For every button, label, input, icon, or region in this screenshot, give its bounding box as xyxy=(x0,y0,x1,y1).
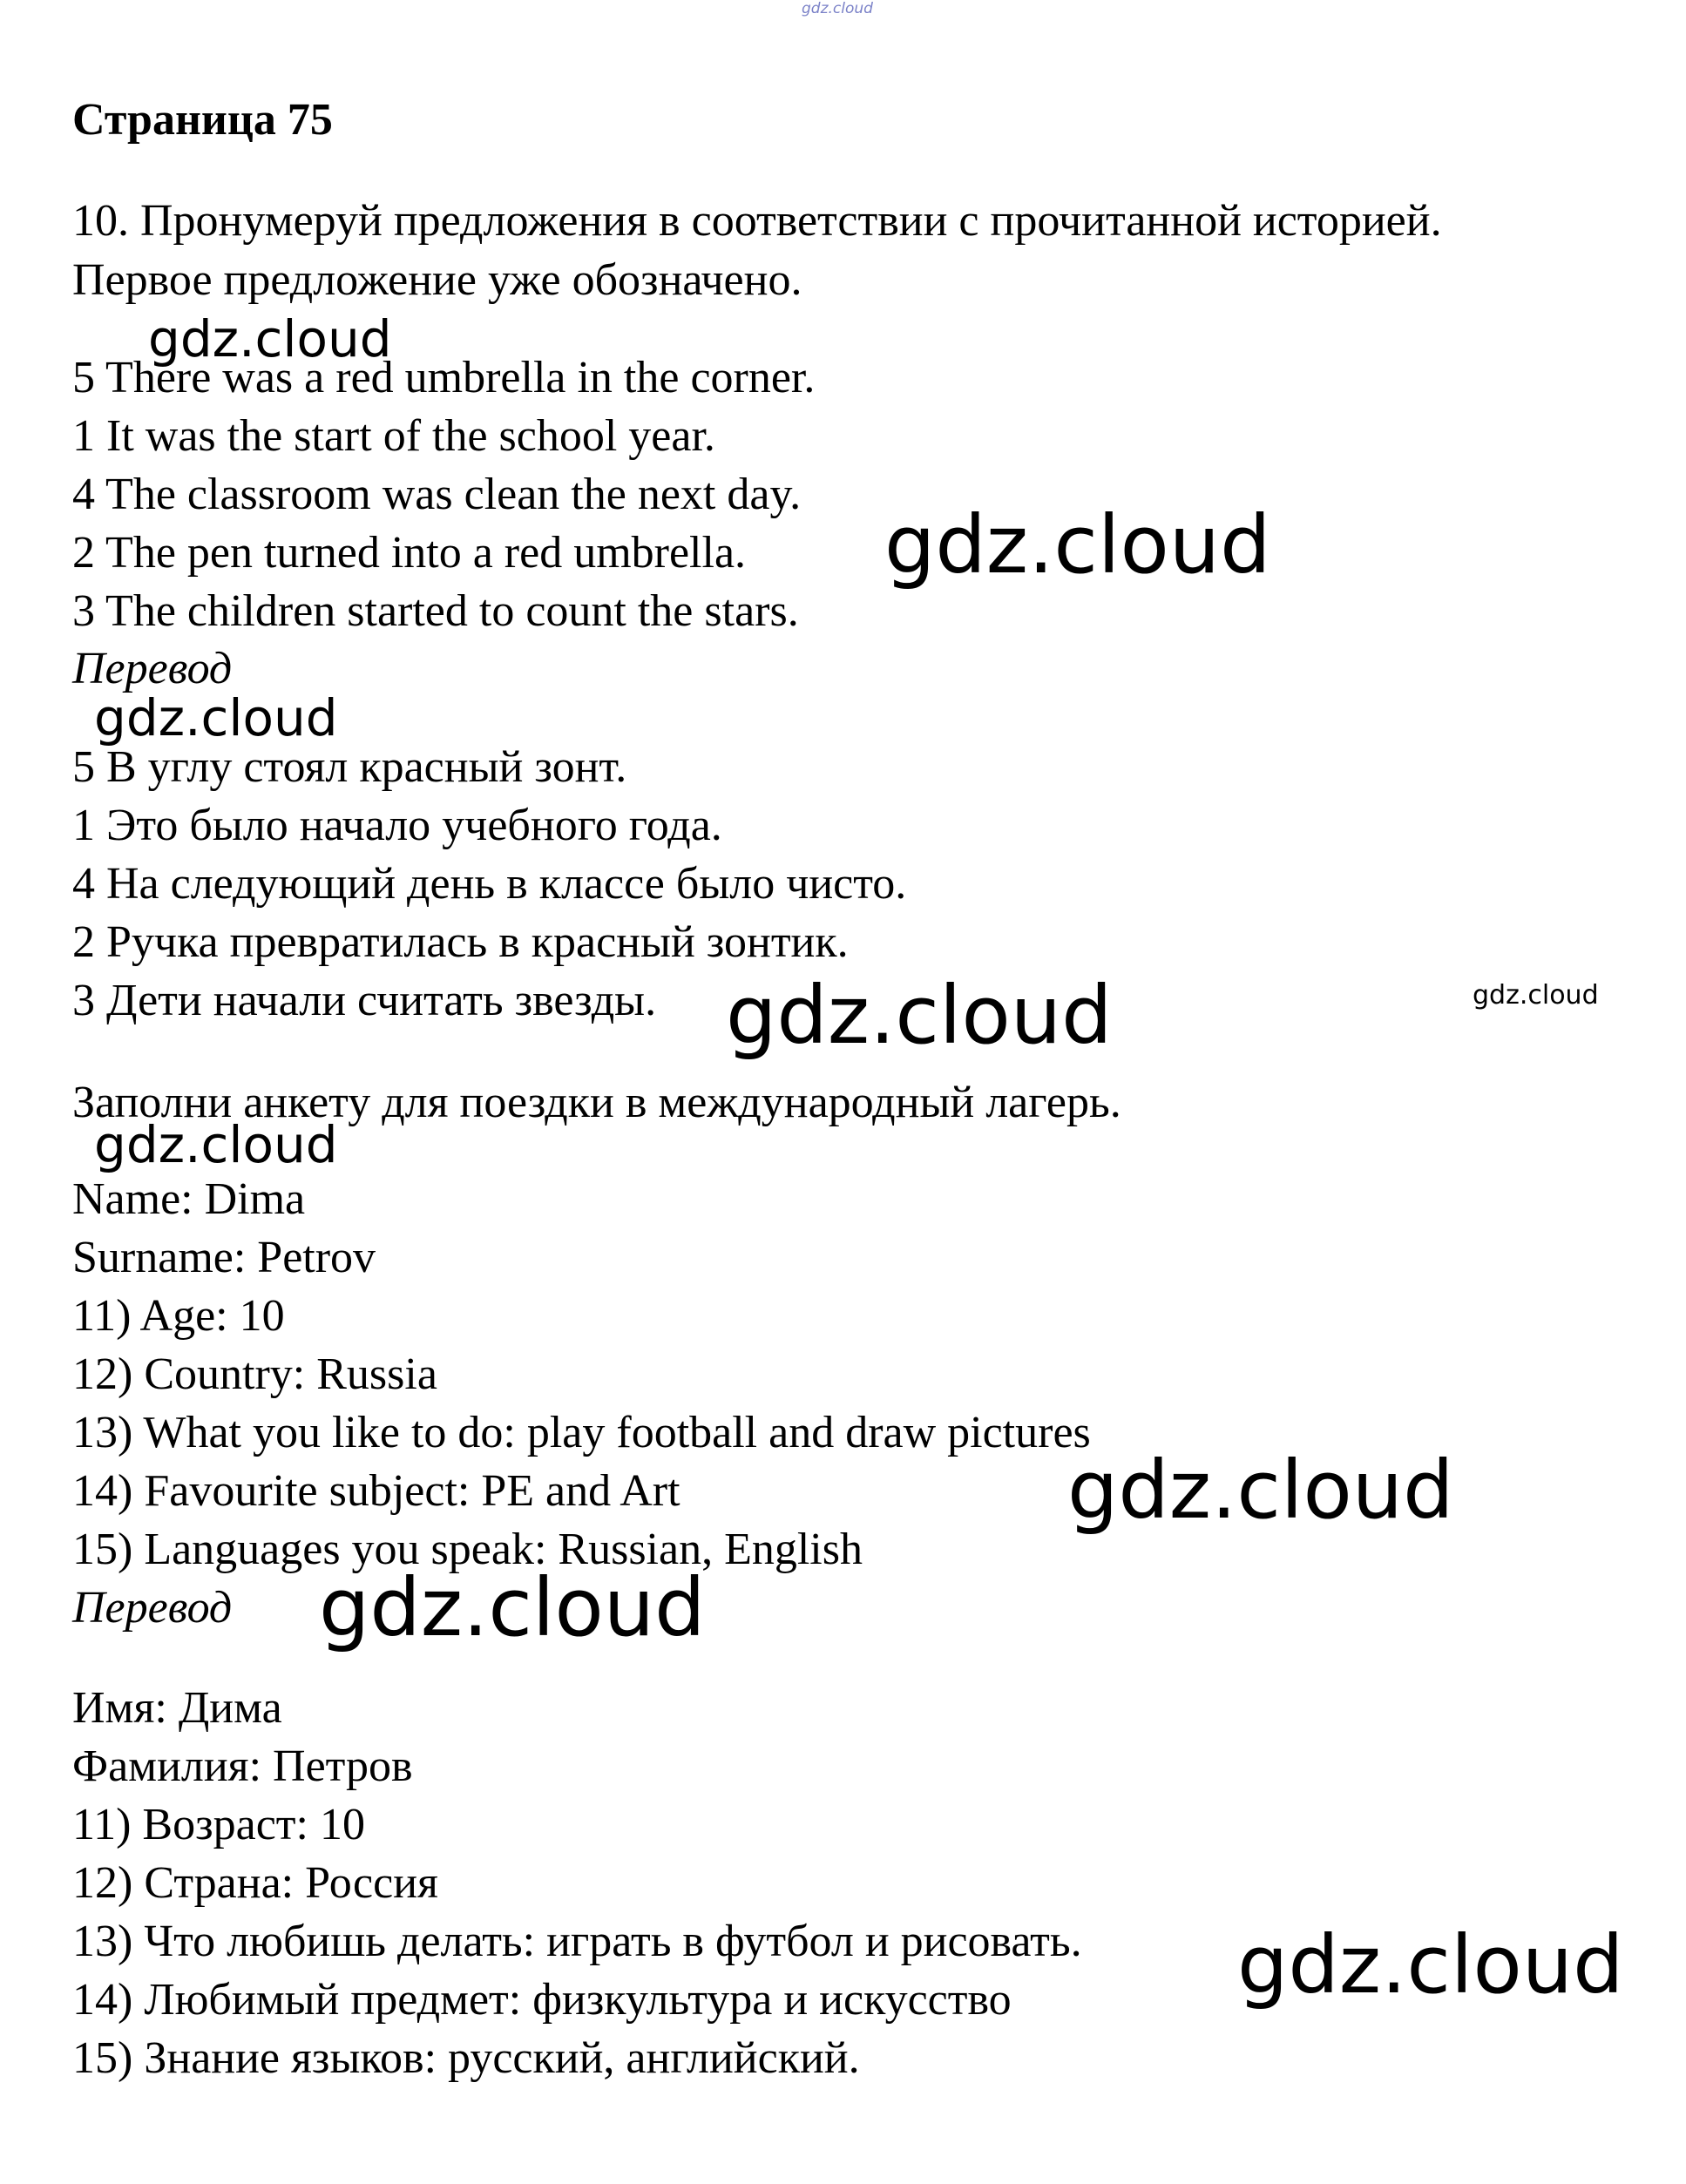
task10-translation-line: 1 Это было начало учебного года. xyxy=(72,801,722,850)
watermark-top: gdz.cloud xyxy=(802,0,873,17)
form-field: Surname: Petrov xyxy=(72,1233,376,1282)
form-translation-line: Фамилия: Петров xyxy=(72,1741,413,1791)
form-field: 12) Country: Russia xyxy=(72,1349,437,1399)
task10-translation-line: 2 Ручка превратилась в красный зонтик. xyxy=(72,917,849,967)
form-field: 13) What you like to do: play football and draw pictures xyxy=(72,1408,1091,1457)
form-translation-line: 13) Что любишь делать: играть в футбол и рисовать. xyxy=(72,1917,1082,1966)
watermark: gdz.cloud xyxy=(1237,1918,1624,2012)
form-translation-line: 15) Знание языков: русский, английский. xyxy=(72,2033,860,2083)
form-translation-label: Перевод xyxy=(72,1583,233,1633)
task10-sentence: 5 There was a red umbrella in the corner. xyxy=(72,353,816,402)
form-field: Name: Dima xyxy=(72,1174,306,1224)
form-translation-line: 12) Страна: Россия xyxy=(72,1858,438,1908)
watermark: gdz.cloud xyxy=(148,309,392,369)
page-title: Страница 75 xyxy=(72,95,333,145)
task10-prompt-line1: 10. Пронумеруй предложения в соответствии с прочитанной историей. xyxy=(72,196,1442,246)
task10-translation-line: 3 Дети начали считать звезды. xyxy=(72,976,657,1025)
watermark: gdz.cloud xyxy=(319,1561,706,1654)
task10-prompt-line2: Первое предложение уже обозначено. xyxy=(72,255,802,305)
task10-translation-line: 4 На следующий день в классе было чисто. xyxy=(72,859,907,909)
task10-translation-line: 5 В углу стоял красный зонт. xyxy=(72,742,627,792)
task10-translation-label: Перевод xyxy=(72,644,233,693)
task10-sentence: 4 The classroom was clean the next day. xyxy=(72,470,802,519)
watermark: gdz.cloud xyxy=(1473,980,1599,1011)
form-translation-line: 14) Любимый предмет: физкультура и искусство xyxy=(72,1975,1012,2025)
watermark: gdz.cloud xyxy=(94,1115,338,1174)
form-field: 11) Age: 10 xyxy=(72,1291,285,1341)
watermark: gdz.cloud xyxy=(884,498,1271,592)
form-translation-line: Имя: Дима xyxy=(72,1683,282,1733)
task10-sentence: 1 It was the start of the school year. xyxy=(72,411,715,461)
task10-sentence: 3 The children started to count the stars. xyxy=(72,586,799,636)
form-field: 15) Languages you speak: Russian, English xyxy=(72,1525,863,1574)
task10-sentence: 2 The pen turned into a red umbrella. xyxy=(72,528,747,578)
watermark: gdz.cloud xyxy=(726,969,1113,1062)
watermark: gdz.cloud xyxy=(94,688,338,747)
watermark: gdz.cloud xyxy=(1067,1444,1454,1537)
form-field: 14) Favourite subject: PE and Art xyxy=(72,1466,680,1516)
form-prompt: Заполни анкету для поездки в международный лагерь. xyxy=(72,1078,1121,1127)
form-translation-line: 11) Возраст: 10 xyxy=(72,1800,365,1849)
